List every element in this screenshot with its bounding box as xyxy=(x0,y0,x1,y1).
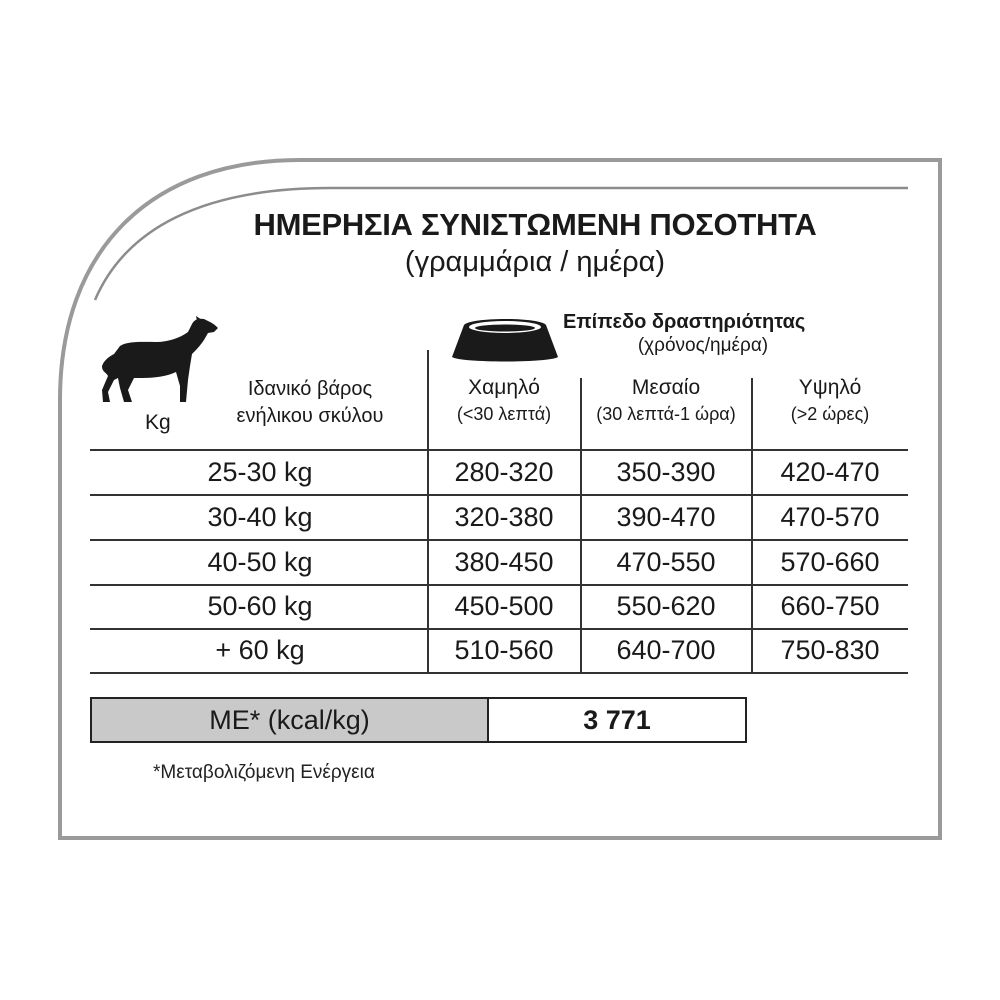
row-weight: 30-40 kg xyxy=(207,502,313,532)
page-title: ΗΜΕΡΗΣΙΑ ΣΥΝΙΣΤΩΜΕΝΗ ΠΟΣΟΤΗΤΑ xyxy=(253,207,817,242)
row-mid: 470-550 xyxy=(616,547,716,577)
table-divider xyxy=(90,672,908,674)
weight-unit-label: Kg xyxy=(145,411,171,434)
row-weight: 50-60 kg xyxy=(207,591,313,621)
column-sublabel: (>2 ώρες) xyxy=(790,404,870,424)
row-low: 450-500 xyxy=(454,591,554,621)
column-header-mid xyxy=(581,375,751,427)
row-low: 380-450 xyxy=(454,547,554,577)
row-high: 570-660 xyxy=(780,547,880,577)
column-header-low xyxy=(428,375,580,427)
row-mid: 350-390 xyxy=(616,457,716,487)
row-high: 420-470 xyxy=(780,457,880,487)
row-mid: 640-700 xyxy=(616,635,716,665)
metabolizable-energy-box xyxy=(90,697,747,743)
activity-level-subtitle: (χρόνος/ημέρα) xyxy=(637,335,769,356)
row-mid: 390-470 xyxy=(616,502,716,532)
row-low: 280-320 xyxy=(454,457,554,487)
row-mid: 550-620 xyxy=(616,591,716,621)
column-sublabel: (30 λεπτά-1 ώρα) xyxy=(596,404,736,424)
row-weight: 40-50 kg xyxy=(207,547,313,577)
row-high: 470-570 xyxy=(780,502,880,532)
page-subtitle: (γραμμάρια / ημέρα) xyxy=(404,246,666,278)
row-weight: 25-30 kg xyxy=(207,457,313,487)
column-header-high xyxy=(752,375,908,427)
row-low: 510-560 xyxy=(454,635,554,665)
ideal-weight-line2: ενήλικου σκύλου xyxy=(236,405,384,427)
row-weight: + 60 kg xyxy=(215,635,305,665)
row-high: 660-750 xyxy=(780,591,880,621)
energy-value: 3 771 xyxy=(583,704,651,735)
row-high: 750-830 xyxy=(780,635,880,665)
energy-label: ME* (kcal/kg) xyxy=(92,699,489,741)
column-label: Χαμηλό xyxy=(468,376,540,399)
bowl-icon xyxy=(450,313,560,365)
footnote: *Μεταβολιζόμενη Ενέργεια xyxy=(153,762,375,783)
row-low: 320-380 xyxy=(454,502,554,532)
ideal-weight-header xyxy=(196,376,424,430)
ideal-weight-line1: Ιδανικό βάρος xyxy=(247,378,373,400)
column-label: Υψηλό xyxy=(798,376,862,399)
column-sublabel: (<30 λεπτά) xyxy=(456,404,552,424)
column-label: Μεσαίο xyxy=(631,376,701,399)
activity-level-title: Επίπεδο δραστηριότητας xyxy=(563,311,806,333)
